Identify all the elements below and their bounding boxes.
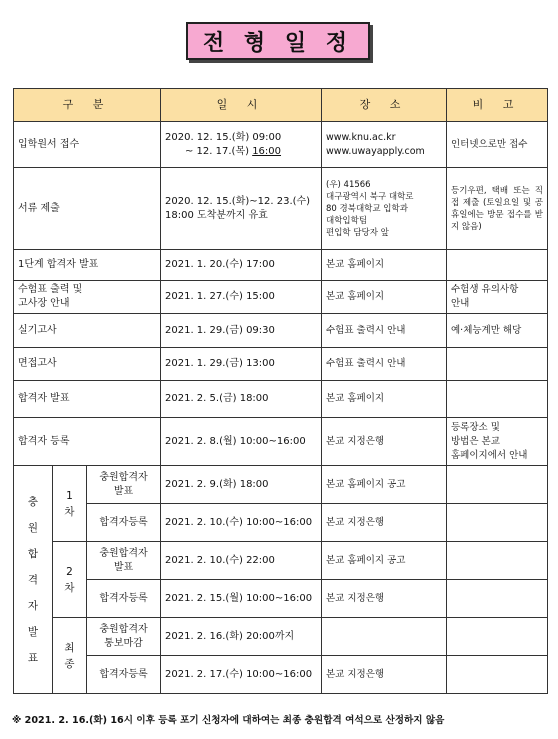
row-place: 본교 지정은행: [322, 504, 447, 542]
date-time-underlined: 16:00: [252, 145, 282, 157]
row-place: 본교 홈페이지: [322, 381, 447, 418]
header-note: 비 고: [447, 89, 548, 122]
table-row: [14, 466, 548, 504]
table-row: [14, 542, 548, 580]
row-place: 본교 지정은행: [322, 656, 447, 694]
row-date: 2021. 1. 29.(금) 09:30: [161, 314, 322, 348]
row-place: 본교 홈페이지 공고: [322, 542, 447, 580]
row-note: [447, 542, 548, 580]
table-row: [14, 281, 548, 314]
row-note: [447, 381, 548, 418]
row-note: 등기우편, 택배 또는 직접 제출 (토일요일 및 공휴일에는 방문 접수를 받지 않음): [447, 168, 548, 250]
address-line: 대구광역시 북구 대학로: [326, 191, 414, 202]
table-row: [14, 580, 548, 618]
row-date: 2021. 2. 9.(화) 18:00: [161, 466, 322, 504]
row-place: 본교 홈페이지: [322, 281, 447, 314]
sub-label: 충원합격자 발표: [87, 466, 161, 504]
note-line: 방법은 본교: [451, 435, 500, 447]
note-line: 수험생 유의사항: [451, 284, 519, 295]
address-line: 80 경북대학교 입학과: [326, 203, 408, 214]
round-label: 2차: [53, 542, 87, 618]
row-date: 2021. 1. 27.(수) 15:00: [161, 281, 322, 314]
row-place: [322, 618, 447, 656]
row-date: 2021. 2. 10.(수) 22:00: [161, 542, 322, 580]
label-line: 수험표 출력 및: [18, 284, 83, 295]
date-line: 2020. 12. 15.(화) 09:00: [165, 131, 282, 143]
table-row: [14, 656, 548, 694]
header-category: 구 분: [14, 89, 161, 122]
note-line: 등록장소 및: [451, 421, 500, 433]
date-line: 18:00 도착분까지 유효: [165, 209, 268, 221]
row-label: 실기고사: [14, 314, 161, 348]
row-note: 인터넷으로만 접수: [447, 122, 548, 168]
schedule-table: [13, 88, 548, 694]
row-date: 2021. 1. 29.(금) 13:00: [161, 348, 322, 381]
row-note: [447, 504, 548, 542]
table-row: [14, 250, 548, 281]
label-line: 고사장 안내: [18, 298, 70, 309]
title-banner: [186, 22, 370, 60]
row-date: 2021. 2. 15.(월) 10:00~16:00: [161, 580, 322, 618]
row-note: [447, 580, 548, 618]
address-line: 편입학 담당자 앞: [326, 227, 389, 238]
row-date: 2021. 2. 16.(화) 20:00까지: [161, 618, 322, 656]
table-row: [14, 168, 548, 250]
url-uway[interactable]: www.uwayapply.com: [326, 145, 425, 157]
table-row: [14, 314, 548, 348]
row-label: 1단계 합격자 발표: [14, 250, 161, 281]
group-label-text: 충원합격자발표: [27, 495, 39, 664]
row-place: 수험표 출력시 안내: [322, 314, 447, 348]
row-label: 면접고사: [14, 348, 161, 381]
row-note: [447, 348, 548, 381]
table-header-row: [14, 89, 548, 122]
sub-label: 합격자등록: [87, 580, 161, 618]
row-place: [322, 122, 447, 168]
row-place: 본교 홈페이지: [322, 250, 447, 281]
row-note: [447, 281, 548, 314]
note-line: 안내: [451, 298, 470, 309]
address-line: 대학입학팀: [326, 215, 368, 226]
table-row: [14, 504, 548, 542]
row-date: 2021. 2. 17.(수) 10:00~16:00: [161, 656, 322, 694]
row-note: [447, 418, 548, 466]
date-line: 2020. 12. 15.(화)~12. 23.(수): [165, 195, 311, 207]
row-note: [447, 250, 548, 281]
row-label: 서류 제출: [14, 168, 161, 250]
table-row: [14, 381, 548, 418]
row-place: 본교 지정은행: [322, 418, 447, 466]
row-date: [161, 168, 322, 250]
date-line: ~ 12. 17.(목): [185, 145, 253, 157]
header-date: 일 시: [161, 89, 322, 122]
row-date: 2021. 2. 5.(금) 18:00: [161, 381, 322, 418]
row-place: 본교 지정은행: [322, 580, 447, 618]
row-label: 입학원서 접수: [14, 122, 161, 168]
row-note: [447, 618, 548, 656]
row-date: 2021. 2. 8.(월) 10:00~16:00: [161, 418, 322, 466]
row-label: 합격자 발표: [14, 381, 161, 418]
table-row: [14, 618, 548, 656]
row-note: 예·체능계만 해당: [447, 314, 548, 348]
round-label: 최종: [53, 618, 87, 694]
row-note: [447, 656, 548, 694]
row-place: 수험표 출력시 안내: [322, 348, 447, 381]
row-label: 합격자 등록: [14, 418, 161, 466]
sub-label: 합격자등록: [87, 656, 161, 694]
page-title: 전 형 일 정: [203, 30, 353, 56]
note-line: 홈페이지에서 안내: [451, 449, 528, 461]
table-row: [14, 348, 548, 381]
row-date: 2021. 2. 10.(수) 10:00~16:00: [161, 504, 322, 542]
round-label: 1차: [53, 466, 87, 542]
table-row: [14, 418, 548, 466]
row-label: [14, 281, 161, 314]
group-label-extra: [14, 466, 53, 694]
row-date: [161, 122, 322, 168]
row-date: 2021. 1. 20.(수) 17:00: [161, 250, 322, 281]
sub-label: 합격자등록: [87, 504, 161, 542]
table-row: [14, 122, 548, 168]
address-line: (우) 41566: [326, 179, 371, 190]
sub-label: 충원합격자 통보마감: [87, 618, 161, 656]
header-place: 장 소: [322, 89, 447, 122]
sub-label: 충원합격자 발표: [87, 542, 161, 580]
row-note: [447, 466, 548, 504]
footnote: ※ 2021. 2. 16.(화) 16시 이후 등록 포기 신청자에 대하여는 최종 충원합격 여석으로 산정하지 않음: [12, 715, 445, 726]
url-knu[interactable]: www.knu.ac.kr: [326, 131, 396, 143]
row-place: 본교 홈페이지 공고: [322, 466, 447, 504]
row-place: [322, 168, 447, 250]
